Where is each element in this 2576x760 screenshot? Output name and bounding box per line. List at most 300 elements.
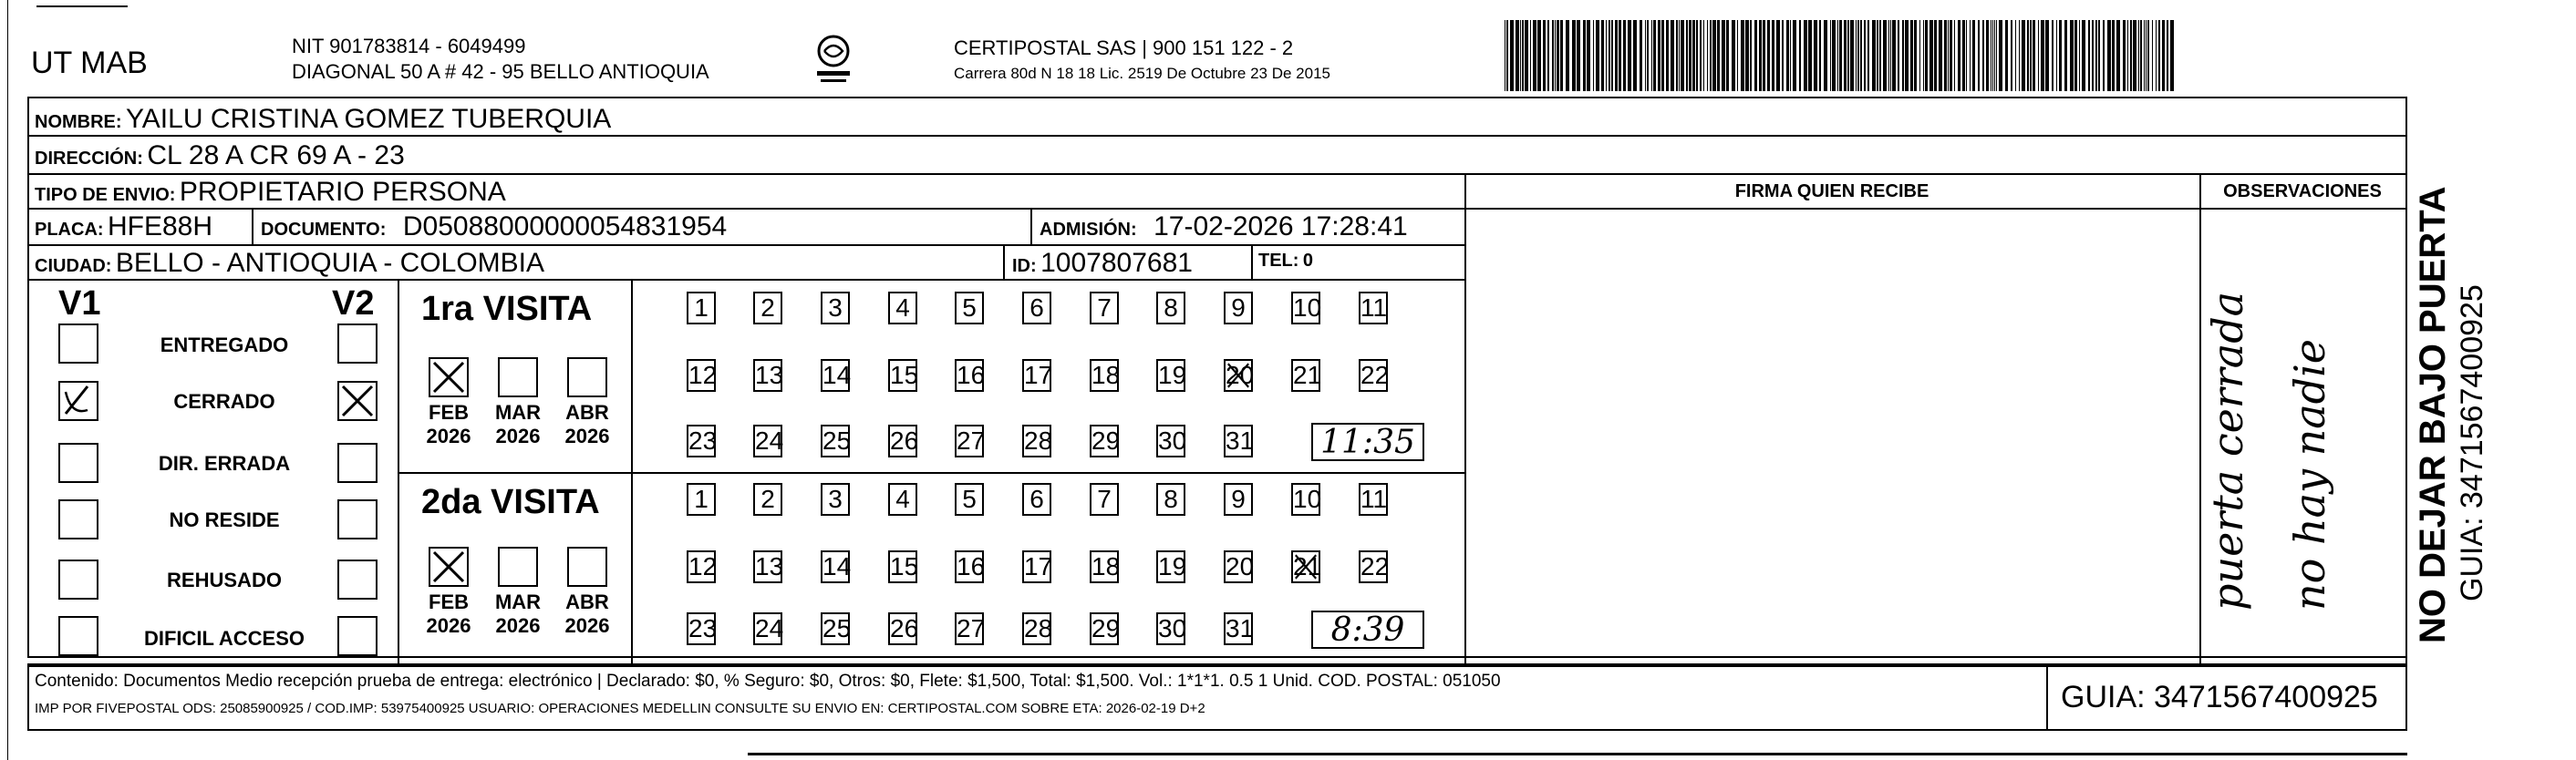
barcode-bar [1750, 20, 1752, 91]
barcode-bar [2138, 20, 2139, 91]
day-number: 29 [1091, 426, 1121, 455]
barcode-bar [1510, 20, 1514, 91]
month-checkbox[interactable] [567, 357, 607, 397]
admision-field [1040, 213, 1408, 241]
day-cell[interactable] [1156, 612, 1185, 645]
barcode-bar [1745, 20, 1749, 91]
day-cell[interactable] [1359, 359, 1388, 392]
day-cell[interactable] [1090, 359, 1119, 392]
second-visit-title: 2da VISITA [421, 483, 600, 521]
barcode-bar [1776, 20, 1780, 91]
barcode-bar [1658, 20, 1660, 91]
barcode-bar [2005, 20, 2008, 91]
barcode-bar [2038, 20, 2039, 91]
day-cell[interactable] [888, 359, 917, 392]
month-name: ABR [565, 401, 609, 424]
day-number: 4 [895, 485, 910, 513]
barcode-bar [1888, 20, 1889, 91]
day-number: 21 [1293, 552, 1322, 580]
day-number: 11 [1360, 293, 1388, 322]
day-number: 2 [760, 485, 775, 513]
barcode-bar [1950, 20, 1952, 91]
day-cell[interactable] [821, 612, 850, 645]
status-label: NO RESIDE [169, 508, 280, 531]
barcode-bar [1847, 20, 1849, 91]
barcode-bar [1892, 20, 1896, 91]
admision-value: 17-02-2026 17:28:41 [1154, 211, 1408, 241]
day-cell[interactable] [955, 612, 984, 645]
day-cell[interactable] [753, 425, 782, 457]
day-cell[interactable] [1291, 550, 1320, 583]
day-number: 8 [1164, 485, 1178, 513]
row-divider [27, 208, 1464, 210]
day-number: 27 [957, 426, 986, 455]
day-number: 15 [890, 552, 919, 580]
barcode-bar [2146, 20, 2147, 91]
check-mark-icon [430, 549, 467, 585]
barcode-bar [1890, 20, 1891, 91]
day-number: 13 [755, 361, 784, 389]
direccion-label: DIRECCIÓN: [35, 149, 143, 169]
day-number: 17 [1024, 361, 1053, 389]
barcode-bar [1596, 20, 1599, 91]
tel-field [1258, 252, 1313, 270]
day-cell[interactable] [1156, 359, 1185, 392]
month-year: 2026 [426, 614, 471, 637]
barcode-bar [1767, 20, 1770, 91]
day-number: 5 [962, 485, 977, 513]
day-cell[interactable] [687, 425, 716, 457]
day-number: 22 [1360, 552, 1390, 580]
barcode-bar [2027, 20, 2029, 91]
v2-status-checkbox[interactable] [337, 499, 378, 539]
barcode-bar [1759, 20, 1762, 91]
barcode-bar [2033, 20, 2035, 91]
barcode-bar [2095, 20, 2097, 91]
barcode-bar [1577, 20, 1580, 91]
admision-label: ADMISIÓN: [1040, 220, 1137, 240]
barcode-bar [2170, 20, 2174, 91]
observation-text: puerta cerrada [2203, 291, 2252, 611]
day-cell[interactable] [1156, 425, 1185, 457]
id-label: ID: [1012, 256, 1037, 276]
direccion-field [35, 142, 405, 169]
side-guia: GUIA: 3471567400925 [2455, 284, 2489, 601]
nombre-field [35, 106, 611, 133]
day-number: 6 [1029, 293, 1044, 322]
day-number: 12 [688, 361, 718, 389]
barcode-bar [1712, 20, 1716, 91]
day-cell[interactable] [1022, 550, 1051, 583]
day-number: 18 [1091, 552, 1121, 580]
barcode-bar [1934, 20, 1937, 91]
col-divider [1003, 244, 1005, 279]
ciudad-label: CIUDAD: [35, 256, 112, 276]
day-cell[interactable] [1090, 425, 1119, 457]
day-cell[interactable] [753, 359, 782, 392]
barcode-bar [1856, 20, 1857, 91]
barcode-bar [1819, 20, 1821, 91]
v1-label: V1 [58, 284, 101, 323]
barcode-bar [1533, 20, 1536, 91]
barcode-bar [1633, 20, 1637, 91]
day-number: 22 [1360, 361, 1390, 389]
day-cell[interactable] [1022, 292, 1051, 324]
barcode-bar [1786, 20, 1789, 91]
barcode-bar [2144, 20, 2145, 91]
barcode-bar [1681, 20, 1684, 91]
barcode-bar [1615, 20, 1618, 91]
barcode-bar [1914, 20, 1917, 91]
day-cell[interactable] [1224, 359, 1253, 392]
barcode-bar [2041, 20, 2044, 91]
first-visit-title: 1ra VISITA [421, 290, 593, 328]
day-number: 23 [688, 426, 718, 455]
tel-value: 0 [1302, 251, 1314, 271]
visit-time-box[interactable]: 11:35 [1311, 423, 1424, 461]
barcode-bar [2140, 20, 2142, 91]
barcode [1505, 20, 2179, 91]
day-number: 9 [1231, 293, 1246, 322]
day-number: 8 [1164, 293, 1178, 322]
check-mark-icon [1226, 361, 1251, 390]
v2-status-checkbox[interactable] [337, 443, 378, 483]
sender-nit: NIT 901783814 - 6049499 [292, 35, 526, 57]
row-divider [398, 472, 1464, 474]
documento-field [261, 213, 727, 241]
month-year: 2026 [564, 425, 610, 447]
barcode-bar [1905, 20, 1909, 91]
month-name: FEB [429, 591, 469, 613]
day-cell[interactable] [955, 292, 984, 324]
day-cell[interactable] [1224, 612, 1253, 645]
v2-label: V2 [332, 284, 375, 323]
status-label: DIR. ERRADA [158, 452, 291, 475]
month-checkbox[interactable] [498, 547, 538, 587]
col-divider [1030, 208, 1032, 244]
day-cell[interactable] [888, 550, 917, 583]
day-cell[interactable] [955, 359, 984, 392]
id-field [1012, 250, 1193, 277]
day-number: 28 [1024, 614, 1053, 642]
barcode-bar [2015, 20, 2016, 91]
scan-line [748, 753, 2407, 755]
day-cell[interactable] [687, 550, 716, 583]
day-number: 14 [822, 361, 852, 389]
barcode-bar [1966, 20, 1967, 91]
barcode-bar [1832, 20, 1836, 91]
tel-label: TEL: [1258, 251, 1299, 271]
tipo-label: TIPO DE ENVIO: [35, 185, 176, 205]
check-mark-icon [430, 359, 467, 395]
barcode-bar [2167, 20, 2168, 91]
barcode-bar [1566, 20, 1569, 91]
day-cell[interactable] [955, 425, 984, 457]
barcode-bar [2092, 20, 2094, 91]
row-divider [27, 173, 2407, 175]
day-cell[interactable] [1156, 483, 1185, 516]
day-number: 5 [962, 293, 977, 322]
barcode-bar [1763, 20, 1765, 91]
day-number: 19 [1158, 361, 1187, 389]
day-number: 9 [1231, 485, 1246, 513]
day-number: 13 [755, 552, 784, 580]
barcode-bar [1525, 20, 1528, 91]
day-number: 1 [694, 293, 709, 322]
v1-status-checkbox[interactable] [58, 616, 98, 656]
check-mark-icon [60, 383, 97, 419]
barcode-bar [1898, 20, 1899, 91]
barcode-bar [1864, 20, 1866, 91]
check-mark-icon [1293, 552, 1322, 581]
v1-status-checkbox[interactable] [58, 499, 98, 539]
barcode-bar [1929, 20, 1933, 91]
row-divider [27, 279, 1464, 281]
barcode-bar [1958, 20, 1960, 91]
barcode-bar [2052, 20, 2054, 91]
day-number: 11 [1360, 485, 1388, 513]
nombre-label: NOMBRE: [35, 112, 122, 132]
barcode-bar [1982, 20, 1984, 91]
month-checkbox[interactable] [498, 357, 538, 397]
day-cell[interactable] [1291, 483, 1320, 516]
barcode-bar [2059, 20, 2062, 91]
barcode-bar [2156, 20, 2157, 91]
barcode-bar [1830, 20, 1831, 91]
documento-value: D05088000000054831954 [402, 211, 728, 241]
month-year: 2026 [495, 614, 541, 637]
day-cell[interactable] [1224, 425, 1253, 457]
v1-status-checkbox[interactable] [58, 560, 98, 600]
day-cell[interactable] [1224, 483, 1253, 516]
col-divider [2405, 97, 2407, 665]
day-cell[interactable] [753, 483, 782, 516]
visit-time-box[interactable]: 8:39 [1311, 611, 1424, 649]
day-cell[interactable] [1022, 425, 1051, 457]
row-divider [1464, 208, 2407, 210]
barcode-bar [1679, 20, 1680, 91]
barcode-bar [1790, 20, 1791, 91]
day-cell[interactable] [753, 292, 782, 324]
placa-value: HFE88H [108, 211, 213, 241]
day-cell[interactable] [1359, 483, 1388, 516]
barcode-bar [1860, 20, 1862, 91]
barcode-bar [2098, 20, 2100, 91]
row-divider [27, 244, 1464, 246]
day-cell[interactable] [888, 483, 917, 516]
day-cell[interactable] [1090, 550, 1119, 583]
firma-header: FIRMA QUIEN RECIBE [1734, 181, 1929, 201]
day-cell[interactable] [821, 359, 850, 392]
day-number: 15 [890, 361, 919, 389]
sender-name: UT MAB [31, 46, 148, 80]
barcode-bar [1732, 20, 1735, 91]
month-name: MAR [494, 591, 542, 613]
barcode-bar [1593, 20, 1594, 91]
month-label [491, 401, 545, 448]
barcode-bar [1647, 20, 1649, 91]
day-cell[interactable] [1359, 292, 1388, 324]
barcode-bar [1530, 20, 1531, 91]
day-number: 3 [828, 485, 843, 513]
month-checkbox[interactable] [429, 547, 469, 587]
day-cell[interactable] [1022, 483, 1051, 516]
day-cell[interactable] [821, 292, 850, 324]
barcode-bar [2011, 20, 2012, 91]
barcode-bar [1628, 20, 1631, 91]
day-number: 30 [1158, 426, 1187, 455]
v2-status-checkbox[interactable] [337, 381, 378, 421]
barcode-bar [1994, 20, 1995, 91]
v1-status-checkbox[interactable] [58, 324, 98, 364]
barcode-bar [1619, 20, 1621, 91]
barcode-bar [1867, 20, 1869, 91]
day-cell[interactable] [1291, 292, 1320, 324]
day-cell[interactable] [1359, 550, 1388, 583]
barcode-bar [2116, 20, 2120, 91]
v1-status-checkbox[interactable] [58, 443, 98, 483]
day-cell[interactable] [821, 483, 850, 516]
v1-status-checkbox[interactable] [58, 381, 98, 421]
barcode-bar [1754, 20, 1757, 91]
day-number: 1 [694, 485, 709, 513]
v2-status-checkbox[interactable] [337, 560, 378, 600]
day-number: 28 [1024, 426, 1053, 455]
day-number: 18 [1091, 361, 1121, 389]
day-cell[interactable] [888, 612, 917, 645]
barcode-bar [2088, 20, 2090, 91]
barcode-bar [1520, 20, 1521, 91]
barcode-bar [2074, 20, 2077, 91]
day-cell[interactable] [1090, 483, 1119, 516]
barcode-bar [1857, 20, 1859, 91]
day-number: 24 [755, 614, 784, 642]
barcode-bar [1824, 20, 1827, 91]
day-cell[interactable] [753, 550, 782, 583]
barcode-bar [1640, 20, 1642, 91]
placa-label: PLACA: [35, 220, 104, 240]
day-number: 27 [957, 614, 986, 642]
barcode-bar [1793, 20, 1796, 91]
courier-name: CERTIPOSTAL SAS | 900 151 122 - 2 [954, 36, 1294, 59]
tipo-value: PROPIETARIO PERSONA [179, 177, 506, 207]
month-checkbox[interactable] [567, 547, 607, 587]
day-cell[interactable] [955, 483, 984, 516]
barcode-bar [2022, 20, 2025, 91]
day-cell[interactable] [1022, 359, 1051, 392]
col-divider [1464, 173, 1466, 665]
documento-label: DOCUMENTO: [261, 220, 387, 240]
row-divider [27, 135, 2407, 137]
barcode-bar [1948, 20, 1949, 91]
scan-line [36, 5, 128, 7]
day-number: 17 [1024, 552, 1053, 580]
day-number: 26 [890, 426, 919, 455]
barcode-bar [1808, 20, 1812, 91]
day-cell[interactable] [1022, 612, 1051, 645]
barcode-bar [1996, 20, 1997, 91]
id-value: 1007807681 [1040, 248, 1193, 278]
tipo-field [35, 179, 506, 206]
barcode-bar [1726, 20, 1729, 91]
barcode-bar [1902, 20, 1904, 91]
barcode-bar [1543, 20, 1546, 91]
barcode-bar [1707, 20, 1708, 91]
footer-print-info: IMP POR FIVEPOSTAL ODS: 25085900925 / COD.IMP: 53975400925 USUARIO: OPERACIONES MEDELLIN CONSULTE SU ENVIO EN: CERTIPOSTAL.COM SOBRE ETA: 2026-02-19 D+2 [35, 701, 1205, 716]
day-cell[interactable] [687, 359, 716, 392]
day-cell[interactable] [687, 483, 716, 516]
barcode-bar [1844, 20, 1847, 91]
barcode-bar [1651, 20, 1652, 91]
barcode-bar [2107, 20, 2111, 91]
barcode-bar [1741, 20, 1744, 91]
day-cell[interactable] [888, 425, 917, 457]
barcode-bar [1923, 20, 1924, 91]
v2-status-checkbox[interactable] [337, 324, 378, 364]
col-divider [1251, 244, 1253, 279]
barcode-bar [2045, 20, 2049, 91]
barcode-bar [1872, 20, 1876, 91]
barcode-bar [1516, 20, 1519, 91]
status-label: REHUSADO [167, 569, 282, 591]
col-divider [252, 208, 253, 244]
placa-field [35, 213, 212, 241]
barcode-bar [2123, 20, 2126, 91]
barcode-bar [1814, 20, 1817, 91]
barcode-bar [1978, 20, 1980, 91]
day-number: 10 [1293, 293, 1322, 322]
day-cell[interactable] [1224, 292, 1253, 324]
barcode-bar [1839, 20, 1842, 91]
day-cell[interactable] [687, 292, 716, 324]
day-cell[interactable] [1291, 359, 1320, 392]
barcode-bar [2147, 20, 2149, 91]
barcode-bar [1722, 20, 1725, 91]
day-cell[interactable] [1224, 550, 1253, 583]
day-number: 16 [957, 552, 986, 580]
barcode-bar [1962, 20, 1965, 91]
day-cell[interactable] [1090, 292, 1119, 324]
barcode-bar [1623, 20, 1626, 91]
month-year: 2026 [564, 614, 610, 637]
day-cell[interactable] [955, 550, 984, 583]
day-number: 24 [755, 426, 784, 455]
day-cell[interactable] [821, 550, 850, 583]
barcode-bar [1587, 20, 1590, 91]
month-checkbox[interactable] [429, 357, 469, 397]
barcode-bar [1700, 20, 1702, 91]
day-cell[interactable] [687, 612, 716, 645]
day-cell[interactable] [821, 425, 850, 457]
barcode-bar [1557, 20, 1559, 91]
month-label [560, 401, 615, 448]
day-number: 12 [688, 552, 718, 580]
day-number: 21 [1293, 361, 1322, 389]
observaciones-header: OBSERVACIONES [2223, 181, 2382, 201]
day-cell[interactable] [1156, 550, 1185, 583]
sender-address: DIAGONAL 50 A # 42 - 95 BELLO ANTIOQUIA [292, 60, 709, 83]
direccion-value: CL 28 A CR 69 A - 23 [147, 140, 405, 170]
barcode-bar [1717, 20, 1720, 91]
v2-status-checkbox[interactable] [337, 616, 378, 656]
barcode-bar [1689, 20, 1691, 91]
day-number: 16 [957, 361, 986, 389]
day-cell[interactable] [1090, 612, 1119, 645]
day-cell[interactable] [753, 612, 782, 645]
month-label [491, 591, 545, 638]
day-cell[interactable] [1156, 292, 1185, 324]
day-cell[interactable] [888, 292, 917, 324]
